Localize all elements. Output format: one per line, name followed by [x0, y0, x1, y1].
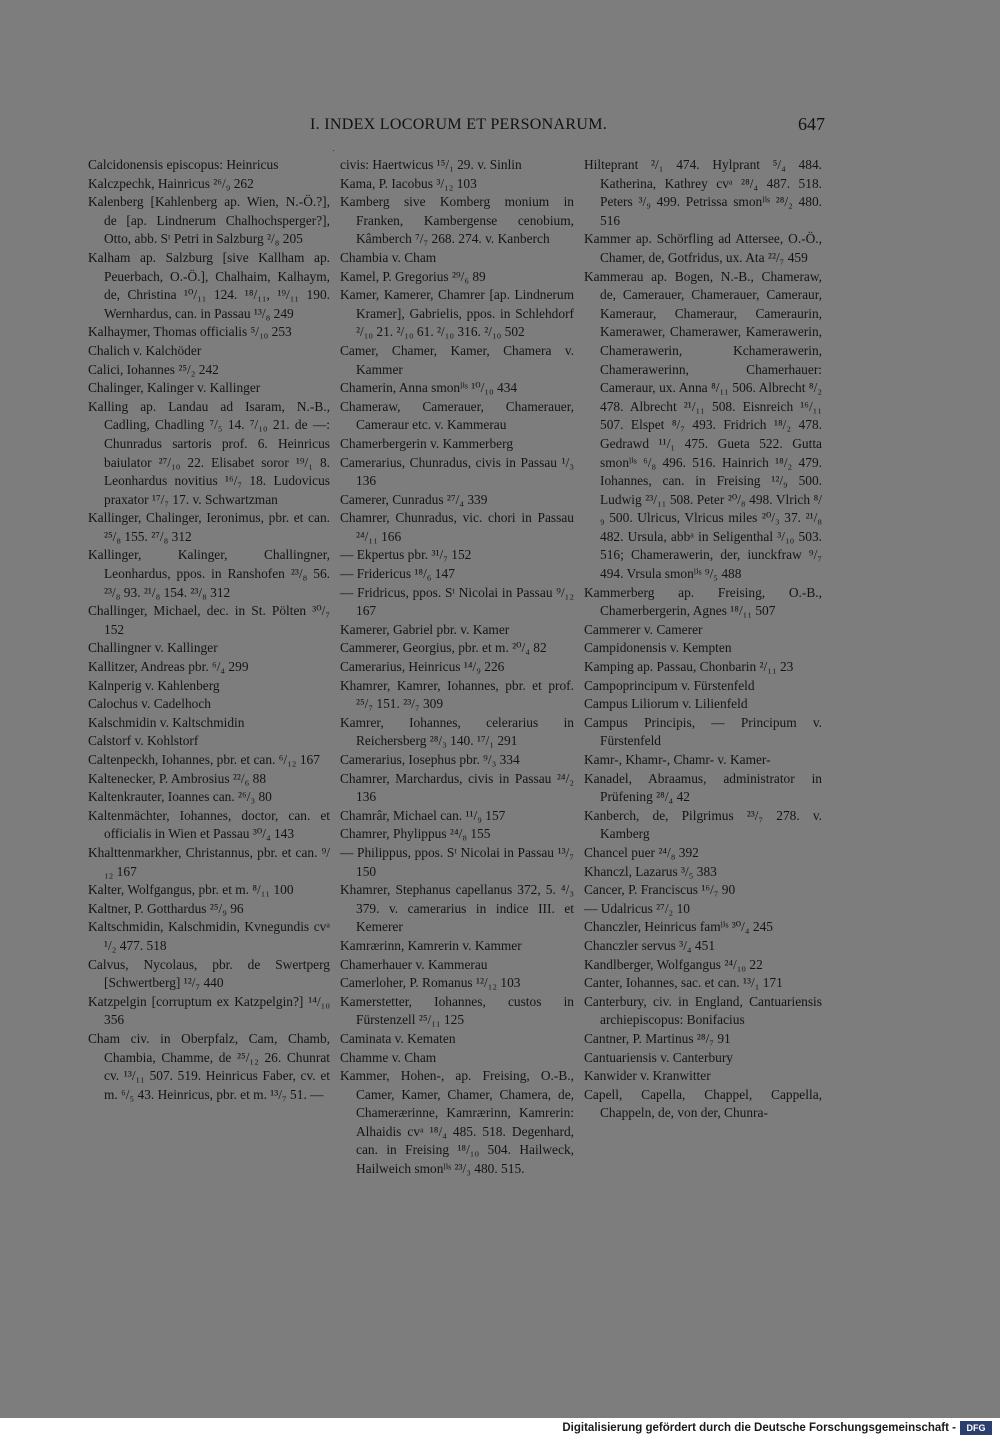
- index-entry: Kamping ap. Passau, Chonbarin ²/₁₁ 23: [584, 659, 794, 675]
- index-entry: Camerarius, Iosephus pbr. ⁹/₃ 334: [340, 752, 520, 767]
- index-entry: Khamrer, Stephanus capellanus 372, 5. ⁴/₃ 379. v. camerarius in indice III. et Kemerer: [340, 882, 574, 935]
- index-entry: Kalling ap. Landau ad Isaram, N.-B., Cadling, Chadling ⁷/₅ 14. ⁷/₁₀ 21. de —: Chunradus sartoris prof. 6. Heinricus baiulator ²⁷/₁₀ 22. Elisabet soror ¹⁹/₁ 8. Leonhardus novitius ¹⁶/₇ 18. Ludovicus praxator ¹⁷/₇ 17. v. Schwartzman: [88, 398, 330, 507]
- index-entry: Kama, P. Iacobus ³/₁₂ 103: [340, 175, 477, 191]
- index-entry: Hilteprant ²/₁ 474. Hylprant ⁵/₄ 484. Katherina, Kathrey cvᵃ ²⁸/₄ 487. 518. Peters ³/₉ 499. Petrissa smonˡⁱˢ ²⁸/₂ 480. 516: [584, 157, 822, 228]
- index-entry: Kanwider v. Kranwitter: [584, 1068, 711, 1084]
- index-entry: Kalhaymer, Thomas officialis ⁵/₁₀ 253: [88, 324, 292, 340]
- index-entry: Chamerin, Anna smonˡⁱˢ ¹⁰/₁₀ 434: [340, 380, 518, 396]
- index-entry: — Fridericus ¹⁸/₆ 147: [340, 566, 455, 582]
- index-entry: Chameraw, Camerauer, Chamerauer, Cameraur etc. v. Kammerau: [340, 398, 574, 433]
- index-entry: Cantuariensis v. Canterbury: [584, 1049, 733, 1065]
- index-entry: civis: Haertwicus ¹⁵/₁ 29. v. Sinlin: [340, 157, 522, 172]
- index-entry: Caltenpeckh, Iohannes, pbr. et can. ⁶/₁₂ 167: [88, 752, 320, 767]
- index-entry: Kalenberg [Kahlenberg ap. Wien, N.-Ö.?], de [ap. Lindnerum Chalhochsperger?], Otto, abb. Sᵗ Petri in Salzburg ²/₈ 205: [88, 194, 330, 247]
- index-entry: Kammerberg ap. Freising, O.-B., Chamerbergerin, Agnes ¹⁸/₁₁ 507: [584, 584, 822, 619]
- index-entry: — Philippus, ppos. Sᵗ Nicolai in Passau ¹³/₇ 150: [340, 844, 574, 879]
- index-entry: Kalschmidin v. Kaltschmidin: [88, 714, 245, 730]
- index-entry: Khanczl, Lazarus ³/₅ 383: [584, 863, 717, 879]
- index-entry: Kanadel, Abraamus, administrator in Prüfening ²⁸/₄ 42: [584, 770, 822, 805]
- index-entry: Kaltschmidin, Kalschmidin, Kvnegundis cvᵃ ¹/₂ 477. 518: [88, 919, 330, 953]
- index-entry: Kalnperig v. Kahlenberg: [88, 677, 220, 693]
- index-entry: Cammerer v. Camerer: [584, 621, 703, 637]
- index-entry: Chambia v. Cham: [340, 249, 437, 265]
- index-entry: Chamrer, Marchardus, civis in Passau ²⁴/₂ 136: [340, 770, 574, 805]
- index-entry: Calvus, Nycolaus, pbr. de Swertperg [Schwertberg] ¹²/₇ 440: [88, 956, 330, 991]
- index-entry: Kammer ap. Schörfling ad Attersee, O.-Ö., Chamer, de, Gotfridus, ux. Ata ²²/₇ 459: [584, 231, 822, 265]
- index-entry: Chanczler, Heinricus famˡⁱˢ ³⁰/₄ 245: [584, 919, 773, 935]
- index-entry: Chamerbergerin v. Kammerberg: [340, 435, 514, 451]
- index-entry: Kamerer, Gabriel pbr. v. Kamer: [340, 621, 510, 637]
- index-entry: Chanczler servus ³/₄ 451: [584, 937, 716, 953]
- index-column-3: [584, 156, 822, 1123]
- index-entry: Calcidonensis episcopus: Heinricus: [88, 157, 279, 172]
- index-entry: Campus Principis, — Principum v. Fürstenfeld: [584, 714, 822, 749]
- index-entry: Kandlberger, Wolfgangus ²⁴/₁₀ 22: [584, 956, 763, 972]
- index-entry: Capell, Capella, Chappel, Cappella, Chappeln, de, von der, Chunra-: [584, 1086, 822, 1121]
- index-entry: Calstorf v. Kohlstorf: [88, 733, 199, 749]
- index-entry: Chamrer, Phylippus ²⁴/₈ 155: [340, 826, 491, 842]
- index-entry: Campus Liliorum v. Lilienfeld: [584, 696, 748, 712]
- index-entry: Kaltenkrauter, Ioannes can. ²⁶/₃ 80: [88, 789, 272, 805]
- index-entry: Chalich v. Kalchöder: [88, 342, 202, 358]
- index-entry: — Fridricus, ppos. Sᵗ Nicolai in Passau ⁹/₁₂ 167: [340, 584, 574, 619]
- index-entry: Kamerstetter, Iohannes, custos in Fürstenzell ²⁵/₁₁ 125: [340, 993, 574, 1028]
- index-entry: Camer, Chamer, Kamer, Chamera v. Kammer: [340, 342, 574, 377]
- index-entry: Kalczpechk, Hainricus ²⁶/₉ 262: [88, 175, 254, 191]
- index-entry: Kammerau ap. Bogen, N.-B., Chameraw, de, Camerauer, Chamerauer, Cameraur, Kameraur, Chameraur, Cameraurin, Kamerawer, Chamerawer, Kamerawerin, Chamerawerin, Kchamerawerin, Chamerawerinn, Chamerhauer: Cameraur, ux. Anna ⁸/₁₁ 506. Albrecht ⁸/₂ 478. Albrecht ²¹/₁₁ 508. Eisnreich ¹⁶/₁₁ 507. Elspet ⁸/₇ 493. Fridrich ¹⁸/₂ 478. Gedrawd ¹¹/₁ 475. Gueta 522. Gutta smonˡⁱˢ ⁶/₈ 496. 516. Hainrich ¹⁸/₂ 479. Iohannes, can. in Freising ¹²/₉ 500. Ludwig ²³/₁₁ 508. Peter ²⁰/₈ 498. Vlrich ⁸/₉ 500. Ulricus, Vlricus miles ²⁰/₃ 37. ²¹/₈ 482. Ursula, abbᵃ in Seligenthal ³/₁₀ 503. 516; Chamerawerin, der, iunckfraw ⁹/₇ 494. Vrsula smonˡⁱˢ ⁹/₅ 488: [584, 268, 822, 582]
- index-entry: Chamerhauer v. Kammerau: [340, 956, 488, 972]
- index-entry: Kallinger, Chalinger, Ieronimus, pbr. et can. ²⁵/₈ 155. ²⁷/₈ 312: [88, 510, 330, 544]
- index-entry: Cammerer, Georgius, pbr. et m. ²⁰/₄ 82: [340, 640, 547, 656]
- index-entry: Katzpelgin [corruptum ex Katzpelgin?] ¹⁴/₁₀ 356: [88, 993, 330, 1028]
- index-entry: Camerarius, Heinricus ¹⁴/₉ 226: [340, 659, 505, 675]
- index-column-2: [340, 156, 574, 1179]
- index-entry: Chamme v. Cham: [340, 1049, 437, 1065]
- index-entry: Kaltenecker, P. Ambrosius ²²/₆ 88: [88, 770, 267, 786]
- index-entry: Kalham ap. Salzburg [sive Kallham ap. Peuerbach, O.-Ö.], Chalhaim, Kalhaym, de, Christina ¹⁰/₁₁ 124. ¹⁸/₁₁, ¹⁹/₁₁ 190. Wernhardus, can. in Passau ¹³/₈ 249: [88, 249, 330, 321]
- index-entry: Cancer, P. Franciscus ¹⁶/₇ 90: [584, 882, 736, 898]
- index-entry: Cantner, P. Martinus ²⁸/₇ 91: [584, 1030, 731, 1046]
- index-entry: Campidonensis v. Kempten: [584, 640, 732, 656]
- index-entry: Chalinger, Kalinger v. Kallinger: [88, 380, 261, 396]
- index-entry: Kallitzer, Andreas pbr. ⁶/₄ 299: [88, 659, 249, 675]
- index-entry: Chancel puer ²⁴/₈ 392: [584, 844, 699, 860]
- index-column-1: [88, 156, 330, 1104]
- index-entry: Kammer, Hohen-, ap. Freising, O.-B., Camer, Kamer, Chamer, Chamera, de, Chamerærinne, Kamrærinn, Kamrerin: Alhaidis cvᵃ ¹⁸/₄ 485. 518. Degenhard, can. in Freising ¹⁸/₁₀ 504. Hailweck, Hailweich smonˡⁱˢ ²³/₃ 480. 515.: [340, 1068, 574, 1177]
- index-entry: Kamr-, Khamr-, Chamr- v. Kamer-: [584, 752, 771, 767]
- dfg-logo: DFG: [960, 1421, 992, 1435]
- footer-credit: Digitalisierung gefördert durch die Deutsche Forschungsgemeinschaft -: [562, 1422, 956, 1434]
- index-entry: Kanberch, de, Pilgrimus ²³/₇ 278. v. Kamberg: [584, 807, 822, 842]
- page-number: 647: [798, 114, 825, 134]
- index-entry: Calochus v. Cadelhoch: [88, 696, 211, 712]
- index-entry: Khalttenmarkher, Christannus, pbr. et can. ⁹/₁₂ 167: [88, 844, 330, 879]
- index-entry: Chamrâr, Michael can. ¹¹/₉ 157: [340, 807, 506, 823]
- index-entry: — Udalricus ²⁷/₂ 10: [584, 900, 690, 916]
- page-header: [85, 116, 825, 138]
- index-entry: Chamrer, Chunradus, vic. chori in Passau ²⁴/₁₁ 166: [340, 510, 574, 544]
- index-entry: Kalter, Wolfgangus, pbr. et m. ⁸/₁₁ 100: [88, 882, 294, 898]
- index-entry: Kaltner, P. Gotthardus ²⁵/₉ 96: [88, 900, 244, 916]
- index-entry: Khamrer, Kamrer, Iohannes, pbr. et prof. ²⁵/₇ 151. ²³/₇ 309: [340, 677, 574, 712]
- index-entry: Calici, Iohannes ²⁵/₂ 242: [88, 361, 219, 377]
- index-entry: Challinger, Michael, dec. in St. Pölten ³⁰/₇ 152: [88, 603, 330, 637]
- index-entry: Camerarius, Chunradus, civis in Passau ¹/₃ 136: [340, 454, 574, 489]
- index-entry: Caminata v. Kematen: [340, 1030, 456, 1046]
- index-entry: Cham civ. in Oberpfalz, Cam, Chamb, Chambia, Chamme, de ²⁵/₁₂ 26. Chunrat cv. ¹³/₁₁ 507. 519. Heinricus Faber, cv. et m. ⁶/₅ 43. Heinricus, pbr. et m. ¹³/₇ 51. —: [88, 1030, 330, 1102]
- index-entry: Kaltenmächter, Iohannes, doctor, can. et officialis in Wien et Passau ³⁰/₄ 143: [88, 807, 330, 842]
- index-entry: Kamrærinn, Kamrerin v. Kammer: [340, 937, 522, 953]
- index-entry: Kamer, Kamerer, Chamrer [ap. Lindnerum Kramer], Gabrielis, ppos. in Schlehdorf ²/₁₀ 21. ²/₁₀ 61. ²/₁₀ 316. ²/₁₀ 502: [340, 287, 574, 340]
- index-entry: Kallinger, Kalinger, Challingner, Leonhardus, ppos. in Ranshofen ²³/₈ 56. ²³/₈ 93. ²¹/₈ 154. ²³/₈ 312: [88, 547, 330, 600]
- running-title: I. INDEX LOCORUM ET PERSONARUM.: [310, 116, 608, 133]
- index-entry: — Ekpertus pbr. ³¹/₇ 152: [340, 547, 472, 563]
- index-entry: Camerer, Cunradus ²⁷/₄ 339: [340, 491, 488, 507]
- index-entry: Kamrer, Iohannes, celerarius in Reichersberg ²⁸/₃ 140. ¹⁷/₁ 291: [340, 714, 574, 749]
- index-entry: Challingner v. Kallinger: [88, 640, 218, 656]
- footer-bar: [0, 1418, 1000, 1440]
- index-entry: Kamberg sive Komberg monium in Franken, Kambergense cenobium, Kâmberch ⁷/₇ 268. 274. v. Kanberch: [340, 194, 574, 247]
- index-entry: Camerloher, P. Romanus ¹²/₁₂ 103: [340, 975, 521, 991]
- column-divider: [333, 150, 334, 151]
- index-entry: Canterbury, civ. in England, Cantuariensis archiepiscopus: Bonifacius: [584, 993, 822, 1028]
- index-entry: Canter, Iohannes, sac. et can. ¹³/₁ 171: [584, 975, 783, 991]
- index-entry: Kamel, P. Gregorius ²⁹/₆ 89: [340, 268, 486, 284]
- index-entry: Campoprincipum v. Fürstenfeld: [584, 677, 755, 693]
